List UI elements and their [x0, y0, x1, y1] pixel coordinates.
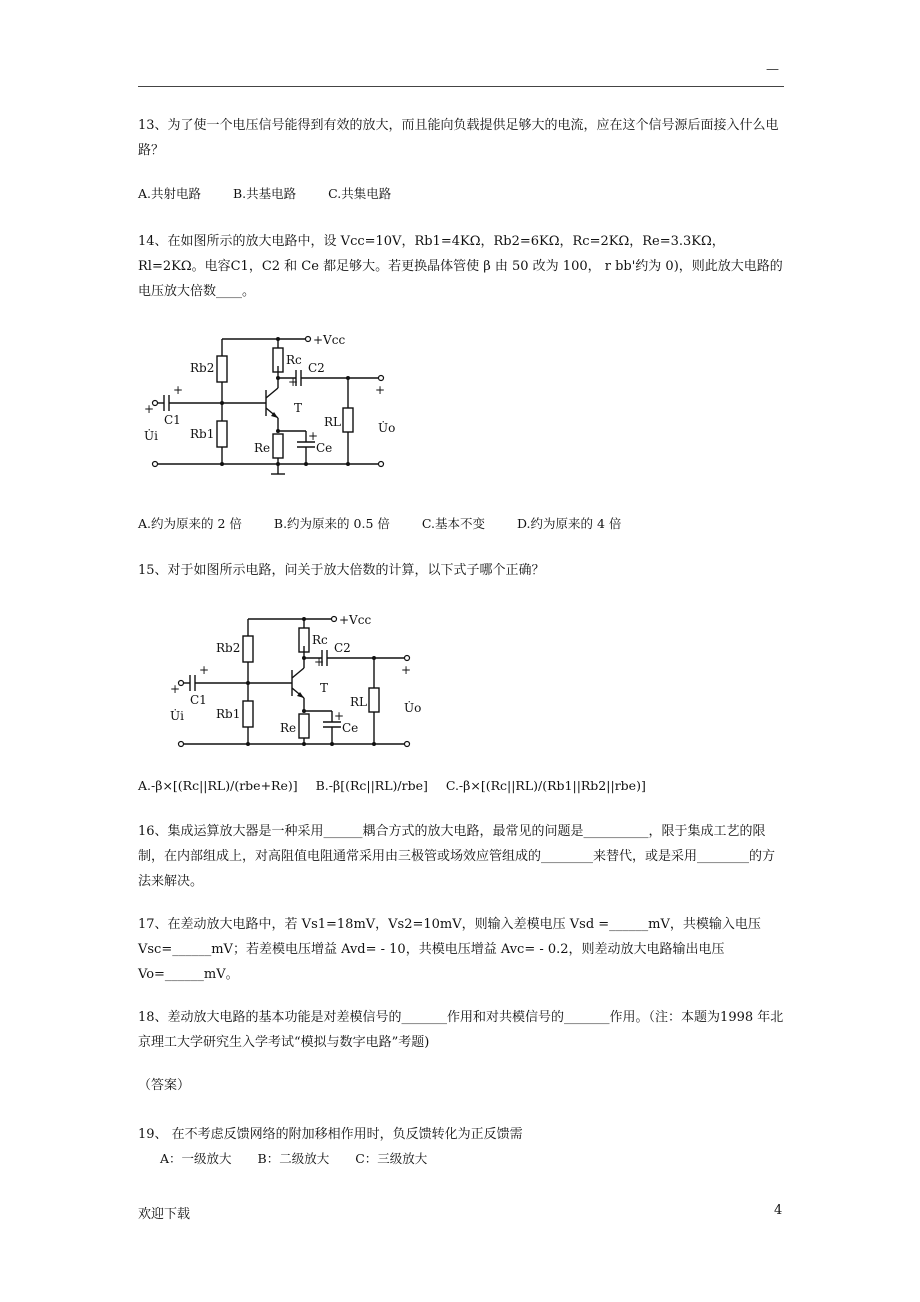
c1-label: C1: [164, 413, 181, 427]
question-14: 14、在如图所示的放大电路中，设 Vcc=10V，Rb1=4KΩ，Rb2=6KΩ，Rc=2KΩ，Re=3.3KΩ，Rl=2KΩ。电容C1，C2 和 Ce 都足够大。若更换晶体管使 β 由 50 改为 100， r bb'约为 0)，则此放大电路的电压放大倍数____。: [138, 234, 783, 299]
c2-plus-sign: +: [288, 375, 299, 389]
question-15-options: [138, 776, 646, 796]
question-18: 18、差动放大电路的基本功能是对差模信号的_______作用和对共模信号的_______作用。（注：本题为1998 年北京理工大学研究生入学考试“模拟与数字电路”考题): [138, 1010, 784, 1050]
option-c: C：三级放大: [355, 1151, 428, 1166]
option-c: C.共集电路: [328, 186, 392, 201]
ce-label: Ce: [316, 441, 333, 455]
rb1-label: Rb1: [216, 707, 241, 721]
option-a: A.-β×[(Rc||RL)/(rbe+Re)]: [138, 778, 298, 793]
option-b: B.-β[(Rc||RL)/rbe]: [315, 778, 428, 793]
option-c: C.基本不变: [421, 516, 485, 531]
option-c: C.-β×[(Rc||RL)/(Rb1||Rb2||rbe)]: [445, 778, 646, 793]
answer-note: （答案）: [138, 1078, 191, 1093]
rc-label: Rc: [312, 633, 328, 647]
output-plus-sign: +: [401, 663, 412, 677]
ce-plus-sign: +: [308, 429, 319, 443]
question-15: 15、对于如图所示电路，问关于放大倍数的计算，以下式子哪个正确？: [138, 563, 545, 578]
ce-label: Ce: [342, 721, 359, 735]
question-19: 19、 在不考虑反馈网络的附加移相作用时，负反馈转化为正反馈需: [138, 1127, 523, 1142]
rc-label: Rc: [286, 353, 302, 367]
rb2-label: Rb2: [216, 641, 241, 655]
option-b: B：二级放大: [257, 1151, 330, 1166]
c1-plus-sign: +: [199, 663, 210, 677]
c2-label: C2: [334, 641, 351, 655]
rb1-label: Rb1: [190, 427, 215, 441]
page-number: 4: [774, 1203, 783, 1218]
output-plus-sign: +: [375, 383, 386, 397]
rl-label: RL: [324, 415, 342, 429]
question-19-options: [160, 1149, 427, 1169]
footer-text: 欢迎下载: [138, 1207, 191, 1222]
c1-plus-sign: +: [173, 383, 184, 397]
input-voltage-label: U̇i: [144, 429, 158, 443]
output-voltage-label: U̇o: [378, 421, 396, 435]
header-rule: [138, 86, 784, 87]
input-plus-sign: +: [170, 682, 181, 696]
rl-label: RL: [350, 695, 368, 709]
c2-label: C2: [308, 361, 325, 375]
option-a: A.共射电路: [138, 186, 202, 201]
amplifier-circuit-diagram-2: [164, 606, 434, 758]
c1-label: C1: [190, 693, 207, 707]
option-a: A：一级放大: [160, 1151, 232, 1166]
option-b: B.共基电路: [233, 186, 297, 201]
question-13-options: [138, 184, 419, 204]
output-voltage-label: U̇o: [404, 701, 422, 715]
question-17: 17、在差动放大电路中，若 Vs1=18mV，Vs2=10mV，则输入差模电压 Vsd =______mV，共模输入电压Vsc=______mV；若差模电压增益 Avd= - 10，共模电压增益 Avc= - 0.2，则差动放大电路输出电压Vo=______mV。: [138, 917, 761, 982]
transistor-label: T: [294, 401, 303, 415]
re-label: Re: [280, 721, 297, 735]
transistor-label: T: [320, 681, 329, 695]
question-16: 16、集成运算放大器是一种采用______耦合方式的放大电路，最常见的问题是__________，限于集成工艺的限制，在内部组成上，对高阻值电阻通常采用由三极管或场效应管组成的________来替代，或是采用________的方法来解决。: [138, 824, 776, 889]
question-14-options: [138, 514, 649, 534]
rb2-label: Rb2: [190, 361, 215, 375]
re-label: Re: [254, 441, 271, 455]
option-d: D.约为原来的 4 倍: [516, 516, 622, 531]
vcc-label: +Vcc: [339, 613, 372, 627]
option-a: A.约为原来的 2 倍: [138, 516, 242, 531]
c2-plus-sign: +: [314, 655, 325, 669]
header-mark: —: [766, 62, 779, 77]
amplifier-circuit-diagram-1: [138, 326, 408, 478]
input-voltage-label: U̇i: [170, 709, 184, 723]
option-b: B.约为原来的 0.5 倍: [273, 516, 390, 531]
vcc-label: +Vcc: [313, 333, 346, 347]
ce-plus-sign: +: [334, 709, 345, 723]
input-plus-sign: +: [144, 402, 155, 416]
question-13: 13、为了使一个电压信号能得到有效的放大，而且能向负载提供足够大的电流，应在这个信号源后面接入什么电路？: [138, 118, 779, 158]
